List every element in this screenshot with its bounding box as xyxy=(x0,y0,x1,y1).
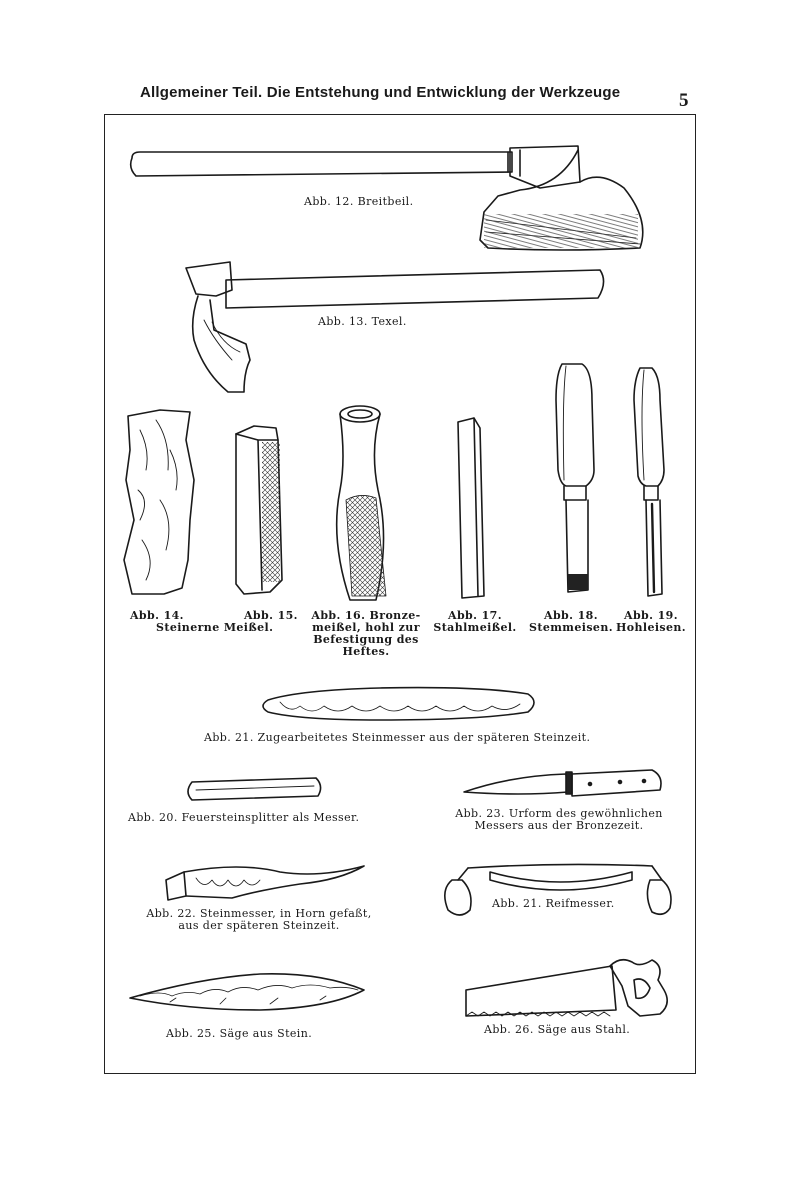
bronze-chisel-drawing xyxy=(337,406,386,600)
caption-abb-21-drawknife: Abb. 21. Reifmesser. xyxy=(492,897,615,910)
flint-splinter-drawing xyxy=(188,778,321,800)
caption-abb-19-line2: Hohleisen. xyxy=(615,621,687,634)
firmer-chisel-drawing xyxy=(556,364,594,592)
caption-abb-17-line2: Stahlmeißel. xyxy=(433,621,517,634)
caption-abb-17-line1: Abb. 17. xyxy=(448,609,502,622)
caption-abb-19-line1: Abb. 19. xyxy=(624,609,678,622)
caption-abb-21-stone-knife: Abb. 21. Zugearbeitetes Steinmesser aus der späteren Steinzeit. xyxy=(204,731,591,744)
caption-abb-18-line2: Stemmeisen. xyxy=(529,621,613,634)
bronze-knife-drawing xyxy=(464,770,661,796)
steel-chisel-drawing xyxy=(458,418,484,598)
caption-abb-12: Abb. 12. Breitbeil. xyxy=(304,195,414,208)
caption-abb-26: Abb. 26. Säge aus Stahl. xyxy=(484,1023,631,1036)
caption-abb-25: Abb. 25. Säge aus Stein. xyxy=(166,1027,313,1040)
caption-abb-15: Abb. 15. xyxy=(244,609,298,622)
caption-abb-18-line1: Abb. 18. xyxy=(544,609,598,622)
caption-abb-14-15-desc: Steinerne Meißel. xyxy=(156,621,274,634)
caption-abb-22-line1: Abb. 22. Steinmesser, in Horn gefaßt, xyxy=(146,907,372,920)
stone-saw-drawing xyxy=(130,974,364,1010)
caption-abb-20: Abb. 20. Feuersteinsplitter als Messer. xyxy=(128,811,360,824)
running-header: Allgemeiner Teil. Die Entstehung und Entwicklung der Werkzeuge xyxy=(140,84,621,101)
gouge-drawing xyxy=(634,368,664,596)
steel-saw-drawing xyxy=(466,960,667,1016)
caption-abb-16-line3: Befestigung des xyxy=(313,633,419,646)
stone-chisel-14-drawing xyxy=(124,410,194,594)
caption-abb-16-line1: Abb. 16. Bronze- xyxy=(311,609,421,622)
stone-chisel-15-drawing xyxy=(236,426,282,594)
caption-abb-13: Abb. 13. Texel. xyxy=(318,315,407,328)
page-number: 5 xyxy=(679,90,689,111)
caption-abb-16-line4: Heftes. xyxy=(342,645,390,658)
caption-abb-14: Abb. 14. xyxy=(130,609,184,622)
horn-knife-drawing xyxy=(166,866,364,900)
caption-abb-23-line1: Abb. 23. Urform des gewöhnlichen xyxy=(455,807,663,820)
caption-abb-23-line2: Messers aus der Bronzezeit. xyxy=(474,819,644,832)
long-stone-knife-drawing xyxy=(263,688,534,720)
caption-abb-16-line2: meißel, hohl zur xyxy=(312,621,420,634)
caption-abb-22-line2: aus der späteren Steinzeit. xyxy=(178,919,340,932)
